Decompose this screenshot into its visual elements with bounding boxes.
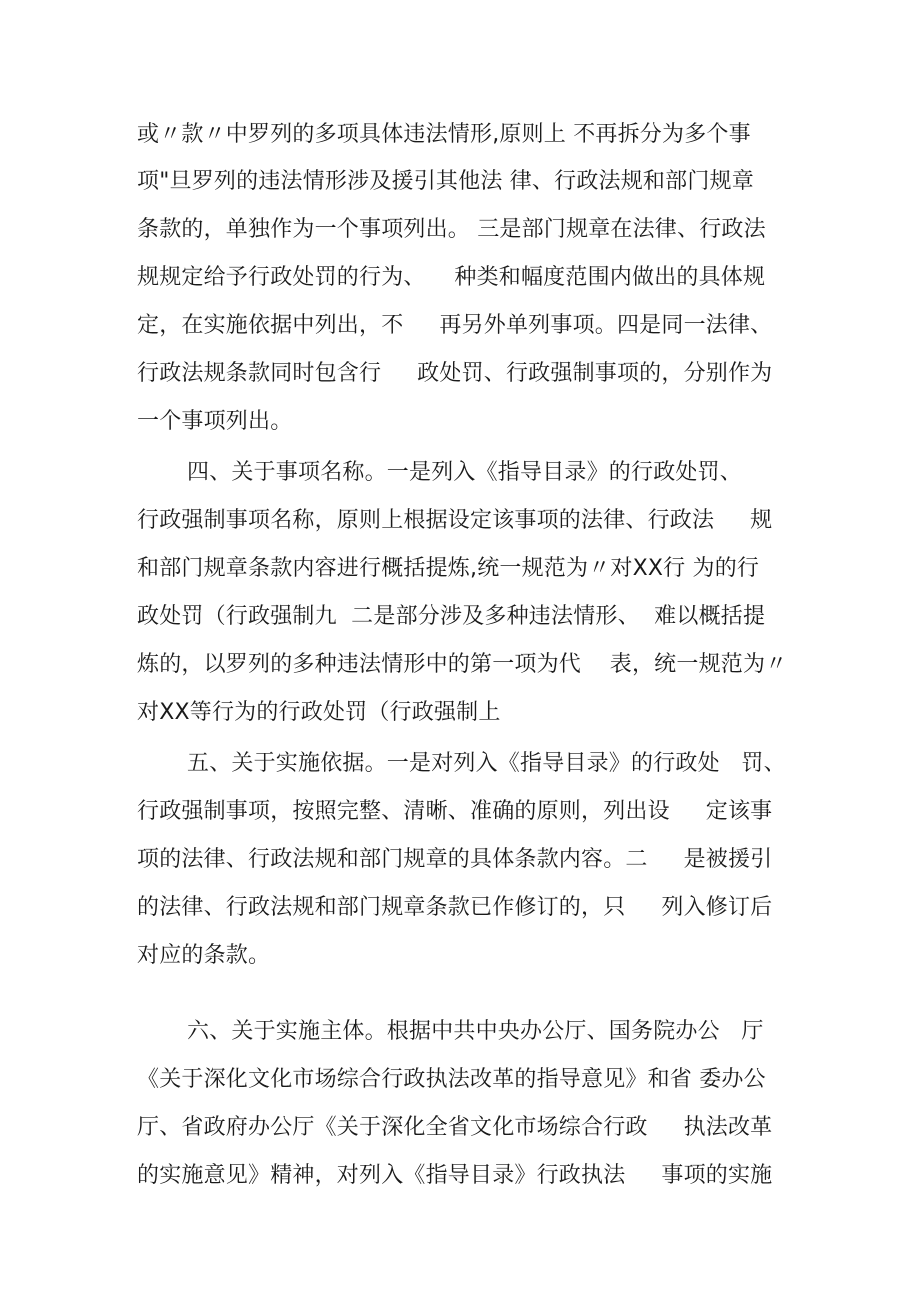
text-line: 厅、省政府办公厅《关于深化全省文化市场综合行政 执法改革 xyxy=(137,1115,773,1140)
text-line: 规规定给予行政处罚的行为、 种类和幅度范围内做出的具体规 xyxy=(137,265,766,290)
text-line: 行政法规条款同时包含行 政处罚、行政强制事项的，分别作为 xyxy=(137,361,773,386)
text-line: 炼的，以罗列的多种违法情形中的第一项为代 表，统一规范为〃 xyxy=(137,652,788,677)
text-line: 行政强制事项名称，原则上根据设定该事项的法律、行政法 规 xyxy=(137,508,773,533)
text-line: 条款的，单独作为一个事项列出。 三是部门规章在法律、行政法 xyxy=(137,217,766,242)
text-line: 或〃款〃中罗列的多项具体违法情形,原则上 不再拆分为多个事 xyxy=(137,122,751,147)
text-line: 行政强制事项，按照完整、清晰、准确的原则，列出设 定该事 xyxy=(137,799,773,824)
text-line: 对XX等行为的行政处罚（行政强制上 xyxy=(137,700,501,725)
text-line: 《关于深化文化市场综合行政执法改革的指导意见》和省 委办公 xyxy=(137,1067,766,1092)
text-line: 的法律、行政法规和部门规章条款已作修订的，只 列入修订后 xyxy=(137,895,773,920)
text-line: 对应的条款。 xyxy=(137,943,271,968)
paragraph-heading-line: 五、关于实施依据。一是对列入《指导目录》的行政处 罚、 xyxy=(187,751,786,776)
text-line: 一个事项列出。 xyxy=(137,409,293,434)
text-line: 项的法律、行政法规和部门规章的具体条款内容。二 是被援引 xyxy=(137,847,773,872)
text-line: 项"旦罗列的违法情形涉及援引其他法 律、行政法规和部门规章 xyxy=(137,169,754,194)
text-line: 的实施意见》精神，对列入《指导目录》行政执法 事项的实施 xyxy=(137,1163,773,1188)
text-line: 政处罚（行政强制九 二是部分涉及多种违法情形、 难以概括提 xyxy=(137,604,766,629)
paragraph-heading-line: 四、关于事项名称。一是列入《指导目录》的行政处罚、 xyxy=(187,460,743,485)
text-line: 定，在实施依据中列出，不 再另外单列事项。四是同一法律、 xyxy=(137,313,773,338)
paragraph-heading-line: 六、关于实施主体。根据中共中央办公厅、国务院办公 厅 xyxy=(187,1019,764,1044)
text-line: 和部门规章条款内容进行概括提炼,统一规范为〃对XX行 为的行 xyxy=(137,556,760,581)
